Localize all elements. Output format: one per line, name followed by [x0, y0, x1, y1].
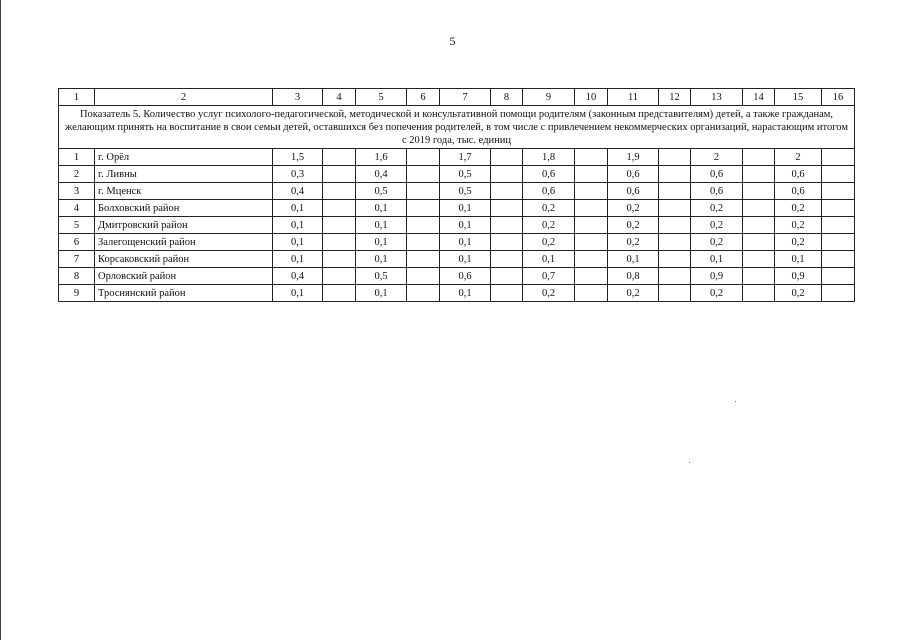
column-number-row	[59, 89, 855, 106]
value-cell: 0,2	[608, 285, 659, 302]
value-cell: 0,6	[440, 268, 491, 285]
value-cell: 0,2	[608, 217, 659, 234]
value-cell	[743, 149, 775, 166]
column-number-cell: 14	[743, 89, 775, 106]
value-cell: 1,8	[523, 149, 575, 166]
value-cell: 1,7	[440, 149, 491, 166]
value-cell	[407, 268, 440, 285]
column-number-cell: 12	[659, 89, 691, 106]
value-cell: 0,6	[775, 183, 822, 200]
value-cell: 0,1	[691, 251, 743, 268]
value-cell: 0,1	[440, 285, 491, 302]
value-cell	[575, 251, 608, 268]
value-cell: 0,1	[356, 217, 407, 234]
column-number-cell: 8	[491, 89, 523, 106]
value-cell	[575, 217, 608, 234]
value-cell	[407, 251, 440, 268]
value-cell	[743, 200, 775, 217]
value-cell	[743, 166, 775, 183]
value-cell: 0,8	[608, 268, 659, 285]
value-cell: 0,2	[523, 285, 575, 302]
value-cell	[822, 285, 855, 302]
value-cell	[491, 149, 523, 166]
value-cell	[491, 183, 523, 200]
value-cell	[323, 268, 356, 285]
value-cell	[575, 268, 608, 285]
value-cell: 1,9	[608, 149, 659, 166]
value-cell: 0,5	[356, 268, 407, 285]
value-cell: 0,1	[356, 285, 407, 302]
column-number-cell: 9	[523, 89, 575, 106]
value-cell	[822, 166, 855, 183]
value-cell: 0,1	[273, 285, 323, 302]
column-number-cell: 15	[775, 89, 822, 106]
value-cell: 2	[775, 149, 822, 166]
indicator-caption: Показатель 5. Количество услуг психолого-педагогической, методической и консультативной помощи родителям (законным представителям) детей, а также гражданам, желающим принять на воспитание в свои семьи детей, оставшихся без попечения родителей, в том числе с привлечением некоммерческих организаций, нарастающим итогом с 2019 года, тыс. единиц	[59, 106, 855, 149]
row-number-cell: 2	[59, 166, 95, 183]
district-name-cell: Троснянский район	[95, 285, 273, 302]
value-cell	[659, 251, 691, 268]
value-cell: 0,2	[775, 234, 822, 251]
value-cell	[407, 166, 440, 183]
value-cell	[491, 200, 523, 217]
value-cell	[822, 200, 855, 217]
value-cell	[407, 285, 440, 302]
value-cell: 0,2	[523, 217, 575, 234]
value-cell: 0,1	[523, 251, 575, 268]
scan-speck	[689, 462, 690, 463]
table-row	[59, 285, 855, 302]
value-cell: 0,6	[523, 183, 575, 200]
value-cell: 0,1	[273, 200, 323, 217]
value-cell	[323, 166, 356, 183]
district-name-cell: Орловский район	[95, 268, 273, 285]
district-name-cell: г. Ливны	[95, 166, 273, 183]
value-cell	[743, 234, 775, 251]
value-cell: 0,2	[608, 200, 659, 217]
column-number-cell: 1	[59, 89, 95, 106]
value-cell	[659, 149, 691, 166]
row-number-cell: 4	[59, 200, 95, 217]
value-cell	[575, 200, 608, 217]
value-cell	[575, 166, 608, 183]
value-cell	[323, 217, 356, 234]
table-row	[59, 166, 855, 183]
table-row	[59, 200, 855, 217]
value-cell: 0,2	[775, 217, 822, 234]
table-row	[59, 183, 855, 200]
value-cell: 0,1	[608, 251, 659, 268]
value-cell	[323, 200, 356, 217]
value-cell: 0,1	[440, 234, 491, 251]
value-cell: 0,1	[273, 234, 323, 251]
value-cell	[407, 234, 440, 251]
value-cell: 0,2	[523, 234, 575, 251]
value-cell	[407, 149, 440, 166]
value-cell: 0,6	[608, 166, 659, 183]
column-number-cell: 5	[356, 89, 407, 106]
value-cell	[575, 149, 608, 166]
value-cell	[743, 285, 775, 302]
value-cell	[491, 268, 523, 285]
value-cell: 0,6	[691, 183, 743, 200]
indicator-caption-row	[59, 106, 855, 149]
value-cell: 0,2	[775, 200, 822, 217]
value-cell	[659, 285, 691, 302]
value-cell	[323, 285, 356, 302]
value-cell: 0,2	[691, 234, 743, 251]
value-cell	[659, 183, 691, 200]
value-cell: 0,6	[691, 166, 743, 183]
value-cell: 0,5	[440, 183, 491, 200]
value-cell	[743, 268, 775, 285]
row-number-cell: 9	[59, 285, 95, 302]
value-cell	[491, 285, 523, 302]
column-number-cell: 4	[323, 89, 356, 106]
value-cell	[659, 166, 691, 183]
value-cell: 1,5	[273, 149, 323, 166]
district-name-cell: Болховский район	[95, 200, 273, 217]
page-number: 5	[449, 34, 456, 48]
value-cell	[822, 217, 855, 234]
column-number-cell: 16	[822, 89, 855, 106]
value-cell	[575, 234, 608, 251]
value-cell	[659, 268, 691, 285]
row-number-cell: 5	[59, 217, 95, 234]
district-name-cell: г. Орёл	[95, 149, 273, 166]
table-row	[59, 217, 855, 234]
value-cell	[822, 149, 855, 166]
value-cell: 0,2	[691, 200, 743, 217]
scan-speck	[735, 401, 736, 402]
page-edge-line	[0, 0, 1, 640]
row-number-cell: 3	[59, 183, 95, 200]
value-cell	[822, 183, 855, 200]
value-cell	[491, 251, 523, 268]
value-cell	[659, 217, 691, 234]
value-cell: 0,1	[356, 200, 407, 217]
column-number-cell: 10	[575, 89, 608, 106]
value-cell	[575, 285, 608, 302]
value-cell: 0,5	[440, 166, 491, 183]
value-cell: 0,2	[691, 285, 743, 302]
table-row	[59, 251, 855, 268]
value-cell: 0,6	[523, 166, 575, 183]
value-cell: 1,6	[356, 149, 407, 166]
table-row	[59, 149, 855, 166]
value-cell	[575, 183, 608, 200]
value-cell	[659, 200, 691, 217]
row-number-cell: 1	[59, 149, 95, 166]
value-cell	[323, 234, 356, 251]
value-cell	[743, 251, 775, 268]
column-number-cell: 13	[691, 89, 743, 106]
value-cell: 0,7	[523, 268, 575, 285]
value-cell: 0,1	[440, 217, 491, 234]
table-row	[59, 234, 855, 251]
value-cell: 0,2	[775, 285, 822, 302]
column-number-cell: 7	[440, 89, 491, 106]
value-cell: 2	[691, 149, 743, 166]
value-cell	[822, 268, 855, 285]
value-cell: 0,1	[273, 251, 323, 268]
value-cell	[491, 166, 523, 183]
value-cell: 0,1	[775, 251, 822, 268]
value-cell	[407, 217, 440, 234]
row-number-cell: 8	[59, 268, 95, 285]
value-cell	[822, 251, 855, 268]
table-row	[59, 268, 855, 285]
value-cell	[491, 234, 523, 251]
value-cell	[407, 183, 440, 200]
value-cell: 0,4	[273, 183, 323, 200]
row-number-cell: 6	[59, 234, 95, 251]
value-cell: 0,1	[273, 217, 323, 234]
row-number-cell: 7	[59, 251, 95, 268]
value-cell	[659, 234, 691, 251]
value-cell	[822, 234, 855, 251]
column-number-cell: 3	[273, 89, 323, 106]
value-cell: 0,5	[356, 183, 407, 200]
value-cell: 0,4	[356, 166, 407, 183]
indicator-table	[58, 88, 855, 302]
column-number-cell: 11	[608, 89, 659, 106]
value-cell: 0,9	[691, 268, 743, 285]
value-cell	[743, 183, 775, 200]
column-number-cell: 2	[95, 89, 273, 106]
value-cell	[323, 149, 356, 166]
value-cell	[323, 183, 356, 200]
district-name-cell: Залегощенский район	[95, 234, 273, 251]
value-cell: 0,6	[775, 166, 822, 183]
column-number-cell: 6	[407, 89, 440, 106]
value-cell: 0,2	[523, 200, 575, 217]
value-cell	[491, 217, 523, 234]
district-name-cell: г. Мценск	[95, 183, 273, 200]
value-cell: 0,4	[273, 268, 323, 285]
value-cell: 0,1	[356, 234, 407, 251]
district-name-cell: Дмитровский район	[95, 217, 273, 234]
value-cell	[743, 217, 775, 234]
value-cell	[407, 200, 440, 217]
value-cell: 0,1	[440, 251, 491, 268]
value-cell: 0,2	[608, 234, 659, 251]
value-cell: 0,3	[273, 166, 323, 183]
value-cell: 0,2	[691, 217, 743, 234]
value-cell: 0,1	[440, 200, 491, 217]
district-name-cell: Корсаковский район	[95, 251, 273, 268]
value-cell: 0,6	[608, 183, 659, 200]
value-cell: 0,9	[775, 268, 822, 285]
value-cell	[323, 251, 356, 268]
value-cell: 0,1	[356, 251, 407, 268]
